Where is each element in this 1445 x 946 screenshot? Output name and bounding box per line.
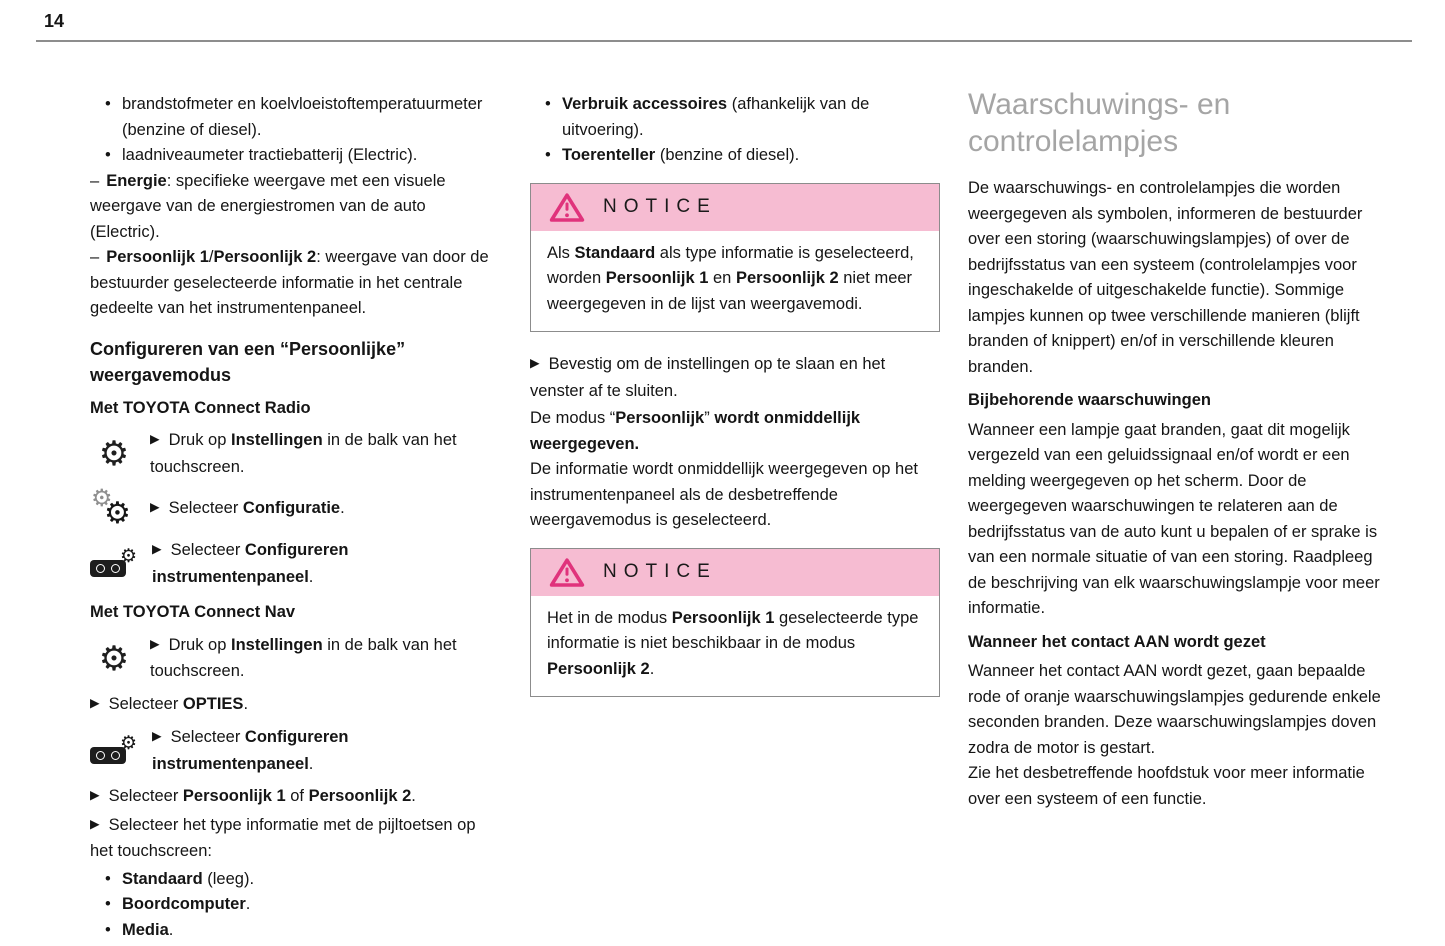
dash-marker: – <box>90 248 100 266</box>
dash-marker: – <box>90 171 100 190</box>
bullet-marker: • <box>105 920 111 939</box>
arrow-right-icon: ▶ <box>152 729 162 743</box>
dial-icon <box>96 751 105 760</box>
bullet-item <box>90 92 494 143</box>
notice-text: Als Standaard als type informatie is geselecteerd, worden Persoonlijk 1 en Persoonlijk 2 niet meer weergegeven in de lijst van weergavemodi. <box>547 243 914 313</box>
dial-icon <box>111 751 120 760</box>
arrow-right-icon: ▶ <box>152 542 162 556</box>
bullet-marker: • <box>105 95 111 113</box>
warning-triangle-icon <box>549 192 585 223</box>
heading-h3: Wanneer het contact AAN wordt gezet <box>968 632 1266 651</box>
gear-small-icon: ⚙ <box>91 485 113 512</box>
bullet-text: Media. <box>122 920 174 939</box>
step-text: ▶ Selecteer Persoonlijk 1 of Persoonlijk 2. <box>90 787 416 805</box>
heading-h3: Met TOYOTA Connect Radio <box>90 398 311 417</box>
step-item <box>90 487 494 531</box>
dial-icon <box>111 564 120 573</box>
bullet-item <box>90 867 494 893</box>
column-right <box>968 86 1384 812</box>
step-icon-cell <box>90 733 140 766</box>
bullet-item <box>90 892 494 918</box>
bullet-text: brandstofmeter en koelvloeistoftemperatuurmeter (benzine of diesel). <box>122 95 483 139</box>
step-icon-cell <box>90 546 140 579</box>
step-text: ▶ Druk op Instellingen in de balk van het touchscreen. <box>150 635 457 680</box>
notice-label: NOTICE <box>603 561 717 583</box>
heading-h3: Met TOYOTA Connect Nav <box>90 603 296 621</box>
bullet-item <box>90 918 494 944</box>
bullet-marker: • <box>545 95 551 113</box>
step-text: ▶ Selecteer OPTIES. <box>90 694 249 713</box>
instrument-cluster-gear-icon <box>90 733 140 766</box>
gear-icon: ⚙ <box>98 435 130 473</box>
paragraph: Zie het desbetreffende hoofdstuk voor meer informatie over een systeem of een functie. <box>968 764 1365 808</box>
column-middle <box>530 92 940 717</box>
column-left <box>90 92 494 943</box>
bullet-item <box>530 143 940 169</box>
step-text: ▶ Selecteer Configureren instrumentenpaneel. <box>152 541 349 586</box>
bullet-text: Verbruik accessoires (afhankelijk van de uitvoering). <box>562 95 870 139</box>
gear-large-icon: ⚙ <box>104 497 131 530</box>
notice-box <box>530 183 940 333</box>
header-rule <box>36 40 1412 42</box>
notice-header <box>531 549 939 596</box>
step-item <box>90 723 494 779</box>
arrow-right-icon: ▶ <box>90 816 100 831</box>
paragraph: De waarschuwings- en controlelampjes die worden weergegeven als symbolen, informeren de bestuurder over een storing (waarschuwingslampjes) of over de bedrijfsstatus van een systeem (controlelampjes voor ingeschakelde of uitgeschakelde functie). Sommige lampjes kunnen op twee verschillende manieren (blijft branden of knippert) en/of in verschillende kleuren branden. <box>968 179 1363 376</box>
arrow-right-icon: ▶ <box>150 432 160 446</box>
step-icon-cell <box>90 639 138 678</box>
step-text: ▶ Bevestig om de instellingen op te slaan en het venster af te sluiten. <box>530 355 886 400</box>
paragraph: Wanneer een lampje gaat branden, gaat dit mogelijk vergezeld van een geluidssignaal en/of wordt er een melding weergegeven op het scherm. Door de weergegeven waarschuwingen te relateren aan de bedrijfsstatus van de auto kunt u bepalen of er sprake is van een normale situatie of van een storing. Raadpleeg de beschrijving van elk waarschuwingslampje voor meer informatie. <box>968 420 1380 617</box>
warning-triangle-icon <box>549 557 585 588</box>
page-number: 14 <box>44 11 65 31</box>
step-text: ▶ Selecteer Configuratie. <box>150 498 345 517</box>
notice-box <box>530 548 940 698</box>
instrument-cluster-gear-icon <box>90 546 140 579</box>
step-icon-cell <box>90 437 138 471</box>
bullet-item <box>530 92 940 143</box>
heading-h3: Bijbehorende waarschuwingen <box>968 391 1211 409</box>
step-text: ▶ Druk op Instellingen in de balk van het touchscreen. <box>150 431 457 476</box>
bullet-marker: • <box>105 146 111 164</box>
bullet-text: Boordcomputer. <box>122 895 251 913</box>
bullet-marker: • <box>545 146 551 164</box>
notice-header <box>531 184 939 231</box>
step-icon-cell <box>90 487 138 531</box>
bullet-marker: • <box>105 895 111 913</box>
step-text: ▶ Selecteer Configureren instrumentenpaneel. <box>152 728 349 773</box>
bullet-text: Standaard (leeg). <box>122 869 255 888</box>
gear-icon: ⚙ <box>98 639 130 678</box>
bullet-item <box>90 143 494 169</box>
step-item <box>90 536 494 592</box>
heading-h2: Configureren van een “Persoonlijke” weergavemodus <box>90 338 406 385</box>
dash-item: – Persoonlijk 1/Persoonlijk 2: weergave van door de bestuurder geselecteerde informatie in het centrale gedeelte van het instrumentenpaneel. <box>90 248 489 317</box>
dial-icon <box>96 564 105 573</box>
arrow-right-icon: ▶ <box>90 788 100 802</box>
dash-item: – Energie: specifieke weergave met een visuele weergave van de energiestromen van de auto (Electric). <box>90 171 446 241</box>
arrow-right-icon: ▶ <box>530 356 540 370</box>
arrow-right-icon: ▶ <box>150 499 160 514</box>
paragraph: De modus “Persoonlijk” wordt onmiddellijk weergegeven. <box>530 409 861 453</box>
gears-icon <box>91 487 137 531</box>
paragraph: De informatie wordt onmiddellijk weergegeven op het instrumentenpaneel als de desbetreffende weergavemodus is geselecteerd. <box>530 460 918 529</box>
bullet-text: Toerenteller (benzine of diesel). <box>562 146 800 164</box>
heading-h1: Waarschuwings- en controlelampjes <box>968 88 1231 158</box>
bullet-marker: • <box>105 869 111 888</box>
arrow-right-icon: ▶ <box>90 695 100 710</box>
step-text: ▶ Selecteer het type informatie met de pijltoetsen op het touchscreen: <box>90 815 476 860</box>
notice-text: Het in de modus Persoonlijk 1 geselecteerde type informatie is niet beschikbaar in de modus Persoonlijk 2. <box>547 608 919 678</box>
notice-label: NOTICE <box>603 196 717 218</box>
bullet-text: laadniveaumeter tractiebatterij (Electric). <box>122 146 418 164</box>
paragraph: Wanneer het contact AAN wordt gezet, gaan bepaalde rode of oranje waarschuwingslampjes gedurende enkele seconden branden. Deze waarschuwingslampjes doven zodra de motor is gestart. <box>968 662 1381 757</box>
gear-small-icon: ⚙ <box>119 546 137 567</box>
step-item <box>90 426 494 482</box>
arrow-right-icon: ▶ <box>150 636 160 651</box>
gear-small-icon: ⚙ <box>119 733 137 754</box>
step-item <box>90 631 494 687</box>
